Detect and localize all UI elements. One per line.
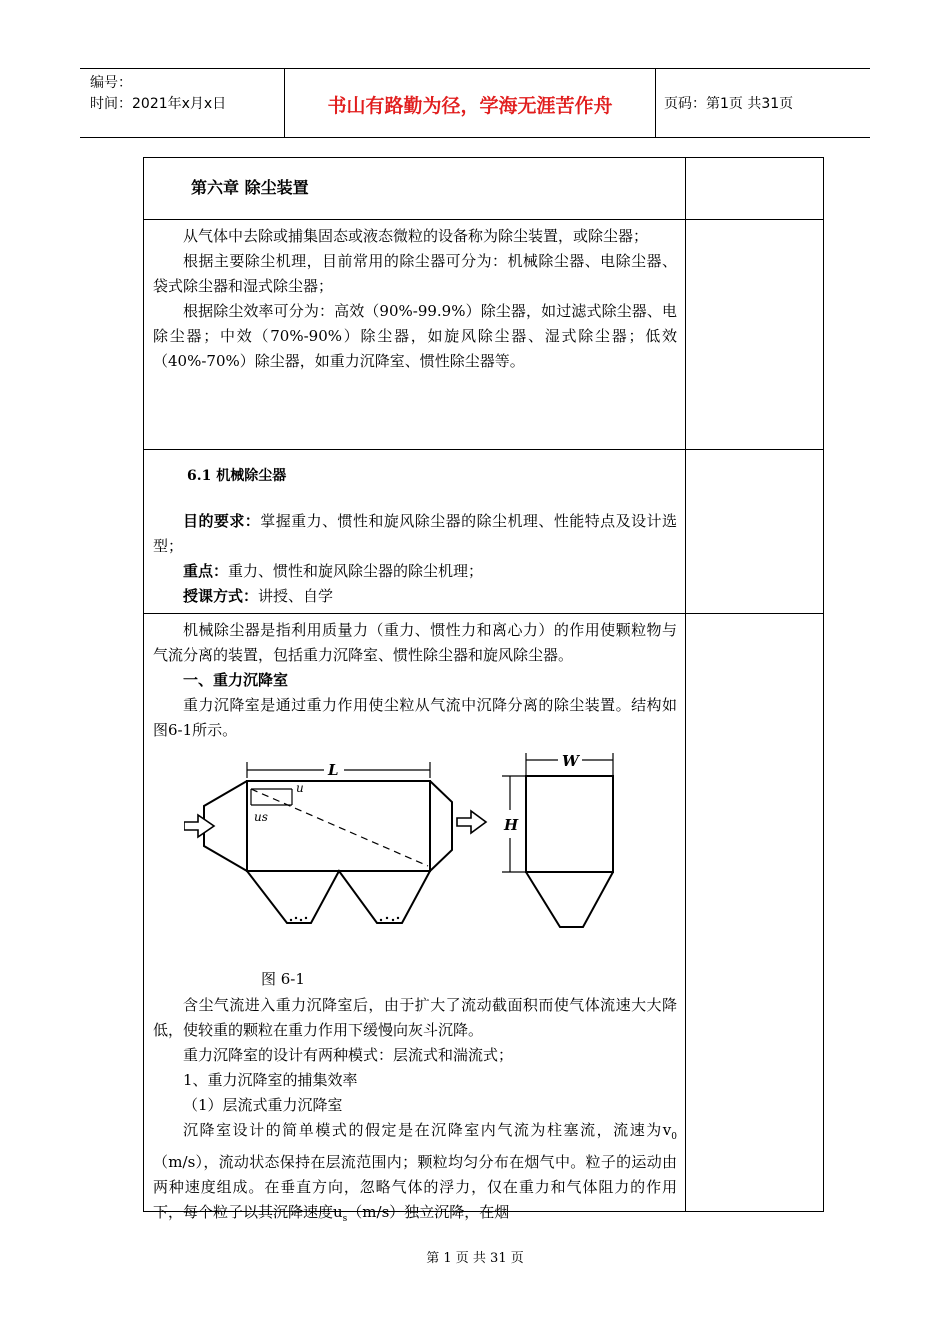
section-goals xyxy=(153,509,677,609)
key-label: 重点： xyxy=(183,562,229,580)
text-segment: （m/s）独立沉降，在烟 xyxy=(347,1203,510,1221)
label-h: H xyxy=(504,816,519,834)
row-divider xyxy=(144,449,823,450)
intro-text xyxy=(153,224,677,374)
header-page-label: 页码：第1页 共31页 xyxy=(664,96,794,112)
page-header xyxy=(80,68,870,138)
page-footer: 第 1 页 共 31 页 xyxy=(426,1251,524,1266)
trajectory-line xyxy=(251,789,428,866)
row-divider xyxy=(144,219,823,220)
subsection-heading: 一、重力沉降室 xyxy=(183,671,289,689)
row-divider xyxy=(144,613,823,614)
label-us: us xyxy=(254,810,268,824)
text-segment: （m/s），流动状态保持在层流范围内；颗粒均匀分布在烟气中。粒子的运动由两种速度组成。在垂直方向，忽略气体的浮力，仅在重力和气体阻力的作用下，每个粒子以其沉降速度u xyxy=(153,1153,677,1221)
key-line xyxy=(153,559,677,584)
method-text: 讲授、自学 xyxy=(258,587,334,605)
chapter-title: 第六章 除尘装置 xyxy=(191,178,309,197)
intro-paragraph: 根据除尘效率可分为：高效（90%-99.9%）除尘器，如过滤式除尘器、电除尘器；中效（70%-90%）除尘器，如旋风除尘器、湿式除尘器；低效（40%-70%）除尘器，如重力沉降室、惯性除尘器等。 xyxy=(153,302,677,370)
method-label: 授课方式： xyxy=(183,587,259,605)
goal-line xyxy=(153,509,677,559)
outlet-arrow xyxy=(457,811,486,833)
settling-chamber-figure xyxy=(184,750,624,950)
body-text-top xyxy=(153,618,677,743)
method-line xyxy=(153,584,677,609)
body-paragraph: 1、重力沉降室的捕集效率 xyxy=(183,1071,358,1089)
intro-paragraph: 根据主要除尘机理，目前常用的除尘器可分为：机械除尘器、电除尘器、袋式除尘器和湿式除尘器； xyxy=(153,252,677,295)
label-l: L xyxy=(328,761,339,779)
section-title: 6.1 机械除尘器 xyxy=(187,468,287,484)
content-table xyxy=(143,157,824,1224)
inlet-arrow xyxy=(184,815,214,837)
header-divider xyxy=(655,69,656,137)
header-motto: 书山有路勤为径，学海无涯苦作舟 xyxy=(327,95,613,117)
side-view-hopper xyxy=(526,872,613,927)
body-paragraph: 重力沉降室的设计有两种模式：层流式和湍流式； xyxy=(183,1046,514,1064)
body-paragraph: 机械除尘器是指利用质量力（重力、惯性力和离心力）的作用使颗粒物与气流分离的装置，包括重力沉降室、惯性除尘器和旋风除尘器。 xyxy=(153,621,677,664)
label-u: u xyxy=(296,781,304,795)
side-view-body xyxy=(526,776,613,872)
label-w: W xyxy=(562,752,579,770)
body-paragraph: 重力沉降室是通过重力作用使尘粒从气流中沉降分离的除尘装置。结构如图6-1所示。 xyxy=(153,696,677,739)
outlet-section xyxy=(430,781,452,871)
body-paragraph: （1）层流式重力沉降室 xyxy=(183,1096,343,1114)
number-label: 编号： xyxy=(90,75,132,91)
body-text-bottom xyxy=(153,993,677,1232)
body-paragraph: 含尘气流进入重力沉降室后，由于扩大了流动截面积而使气体流速大大降低，使较重的颗粒在重力作用下缓慢向灰斗沉降。 xyxy=(153,996,677,1039)
figure-caption: 图 6-1 xyxy=(261,970,305,988)
subscript: s xyxy=(342,1214,348,1224)
hoppers xyxy=(247,871,430,923)
goal-text: 掌握重力、惯性和旋风除尘器的除尘机理、性能特点及设计选型； xyxy=(153,512,677,555)
chamber-body xyxy=(247,781,430,871)
dust-deposits xyxy=(290,917,399,921)
column-divider xyxy=(685,158,686,1211)
time-label: 时间：2021年x月x日 xyxy=(90,96,227,112)
subscript: 0 xyxy=(671,1132,677,1142)
text-segment: 沉降室设计的简单模式的假定是在沉降室内气流为柱塞流，流速为v xyxy=(183,1121,672,1139)
intro-paragraph: 从气体中去除或捕集固态或液态微粒的设备称为除尘装置，或除尘器； xyxy=(183,227,649,245)
header-meta xyxy=(90,73,226,115)
goal-label: 目的要求： xyxy=(183,512,261,530)
key-text: 重力、惯性和旋风除尘器的除尘机理； xyxy=(228,562,484,580)
body-paragraph xyxy=(153,1118,677,1232)
